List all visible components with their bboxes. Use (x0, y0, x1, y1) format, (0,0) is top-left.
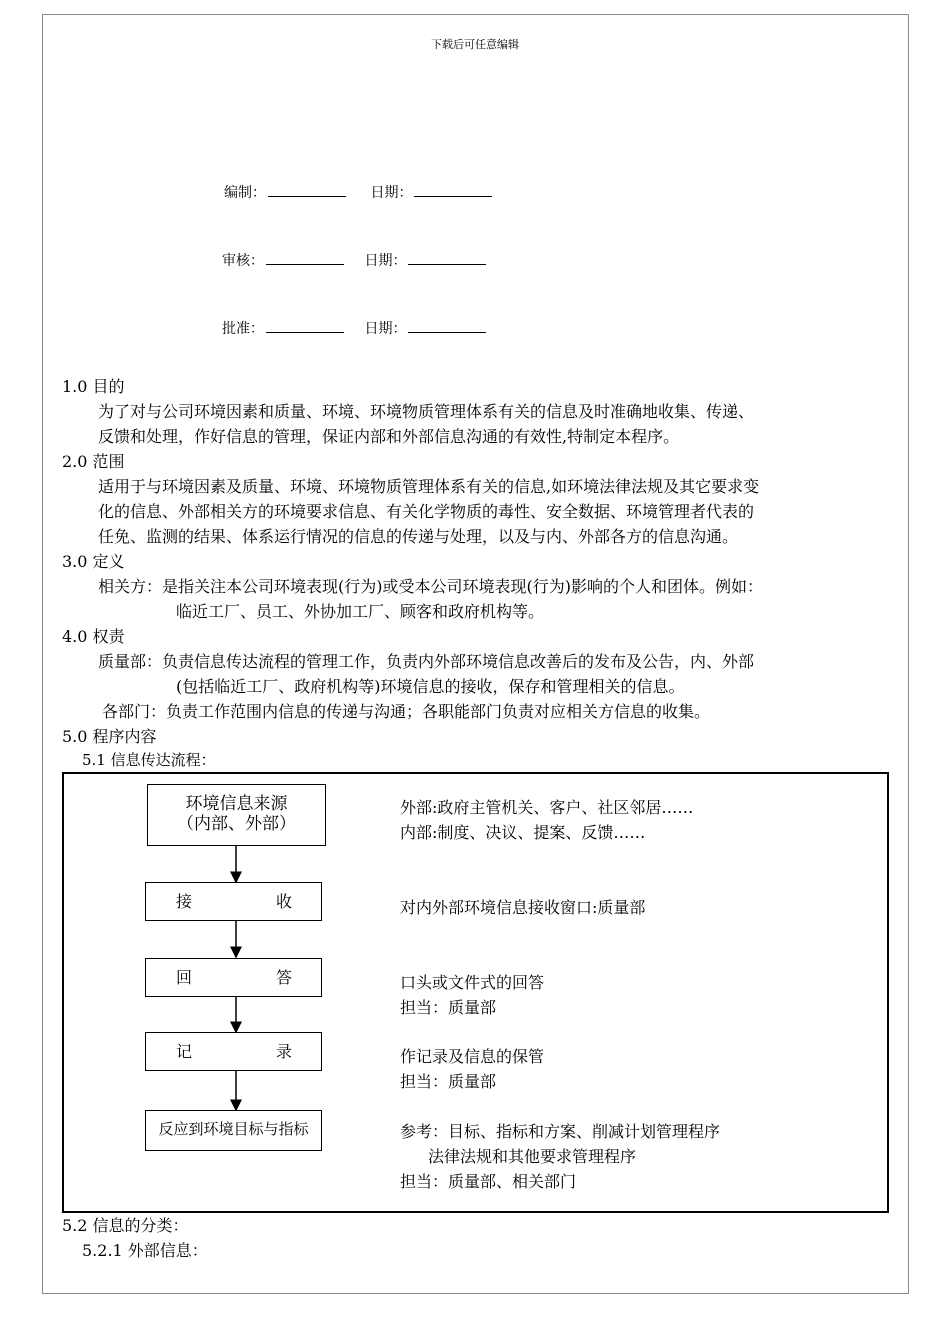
flow-note: 担当：质量部 (400, 998, 497, 1017)
section-heading: 3.0 定义 (62, 552, 125, 571)
paragraph-line: 反馈和处理，作好信息的管理，保证内部和外部信息沟通的有效性,特制定本程序。 (98, 427, 680, 446)
paragraph-line: 适用于与环境因素及质量、环境、环境物质管理体系有关的信息,如环境法律法规及其它要求变 (98, 477, 760, 496)
date-label: 日期： (364, 321, 407, 337)
flow-step-label: 回 (176, 968, 193, 987)
section-heading: 5.0 程序内容 (62, 727, 157, 746)
flow-step-record (145, 1032, 322, 1071)
paragraph-line: (包括临近工厂、政府机构等)环境信息的接收，保存和管理相关的信息。 (176, 677, 685, 696)
flow-step-label: 接 (176, 892, 193, 911)
flow-step-label: 收 (276, 892, 293, 911)
flow-step-source (147, 784, 326, 846)
flow-step-label: 环境信息来源 (185, 794, 288, 814)
section-heading: 4.0 权责 (62, 627, 125, 646)
flow-step-label: （内部、外部） (177, 814, 296, 834)
flow-step-label: 反应到环境目标与指标 (158, 1120, 309, 1138)
signoff-label: 编制： (224, 185, 266, 201)
subsection-heading: 5.2.1 外部信息： (82, 1241, 208, 1260)
flow-note: 外部:政府主管机关、客户、社区邻居…… (400, 798, 694, 817)
signoff-label: 批准： (222, 321, 264, 337)
flow-step-label: 录 (276, 1042, 293, 1061)
signoff-label: 审核： (222, 253, 264, 269)
flow-step-receive (145, 882, 322, 921)
section-heading: 5.2 信息的分类： (62, 1216, 189, 1235)
flow-note: 作记录及信息的保管 (400, 1047, 545, 1066)
date-label: 日期： (364, 253, 407, 269)
flow-step-reflect (145, 1110, 322, 1151)
flow-note: 口头或文件式的回答 (400, 973, 545, 992)
flow-note: 内部:制度、决议、提案、反馈…… (400, 823, 646, 842)
flow-note: 担当：质量部、相关部门 (400, 1172, 577, 1191)
paragraph-line: 相关方：是指关注本公司环境表现(行为)或受本公司环境表现(行为)影响的个人和团体。例如： (98, 577, 763, 596)
paragraph-line: 质量部：负责信息传达流程的管理工作，负责内外部环境信息改善后的发布及公告，内、外部 (98, 652, 755, 671)
section-heading: 1.0 目的 (62, 377, 125, 396)
paragraph-line: 各部门：负责工作范围内信息的传递与沟通；各职能部门负责对应相关方信息的收集。 (102, 702, 711, 721)
paragraph-line: 任免、监测的结果、体系运行情况的信息的传递与处理，以及与内、外部各方的信息沟通。 (98, 527, 739, 546)
flow-note: 参考：目标、指标和方案、削减计划管理程序 (400, 1122, 721, 1141)
flow-step-label: 答 (276, 968, 293, 987)
section-heading: 2.0 范围 (62, 452, 125, 471)
header-note: 下载后可任意编辑 (431, 38, 519, 51)
date-label: 日期： (370, 185, 413, 201)
flow-note: 法律法规和其他要求管理程序 (428, 1147, 637, 1166)
flow-step-reply (145, 958, 322, 997)
paragraph-line: 临近工厂、员工、外协加工厂、顾客和政府机构等。 (176, 602, 545, 621)
paragraph-line: 化的信息、外部相关方的环境要求信息、有关化学物质的毒性、安全数据、环境管理者代表的 (98, 502, 755, 521)
subsection-heading: 5.1 信息传达流程： (82, 751, 216, 769)
paragraph-line: 为了对与公司环境因素和质量、环境、环境物质管理体系有关的信息及时准确地收集、传递、 (98, 402, 755, 421)
flow-note: 对内外部环境信息接收窗口:质量部 (400, 898, 646, 917)
flow-step-label: 记 (176, 1042, 193, 1061)
flow-note: 担当：质量部 (400, 1072, 497, 1091)
